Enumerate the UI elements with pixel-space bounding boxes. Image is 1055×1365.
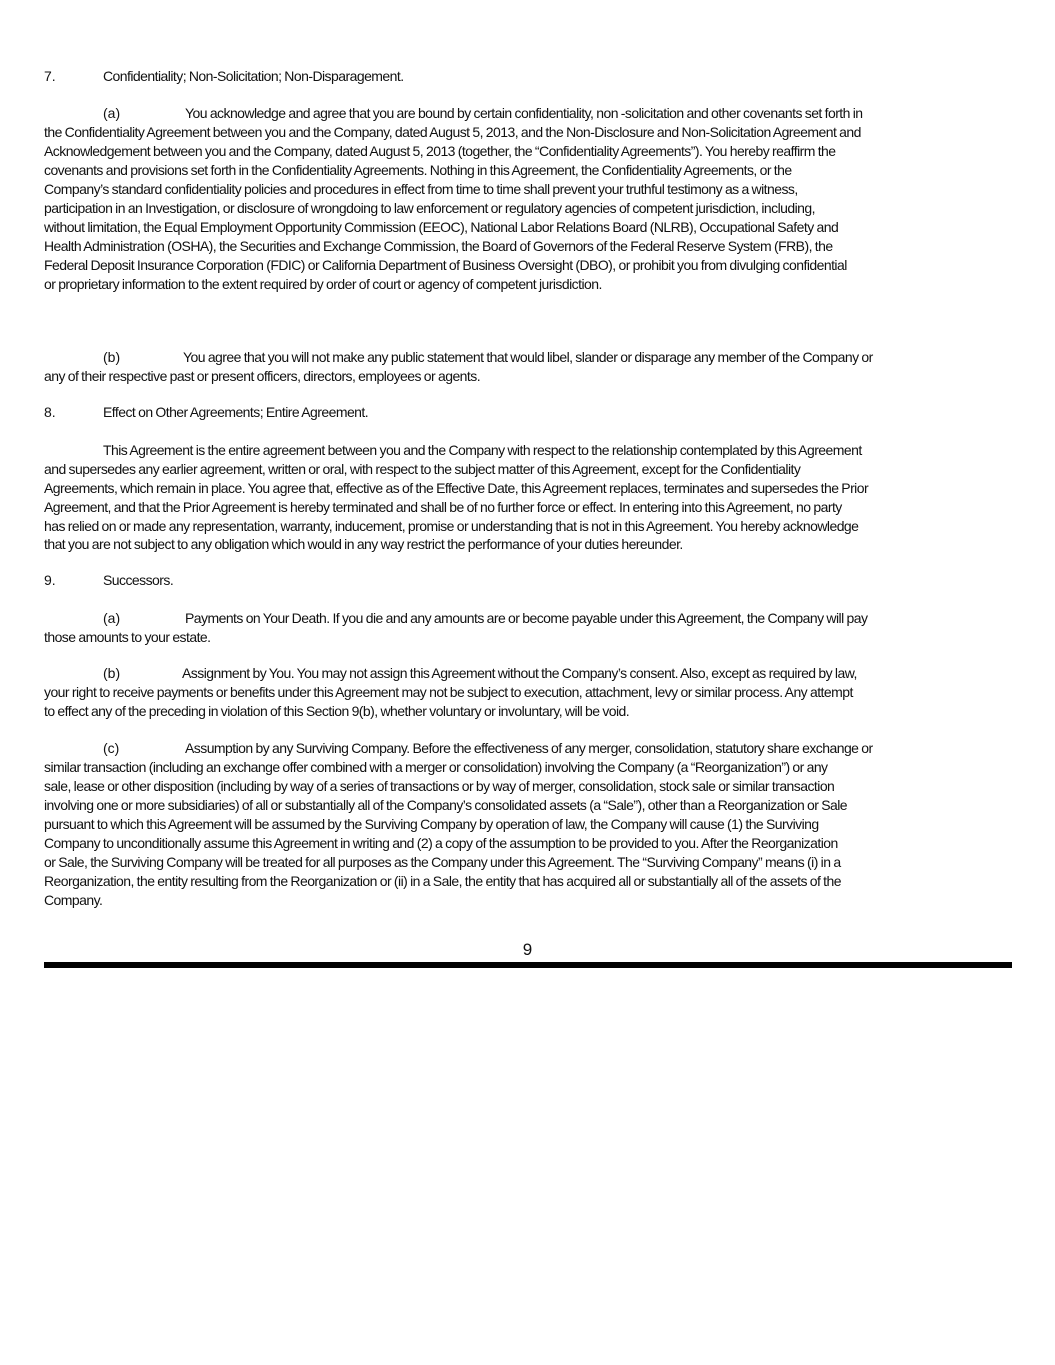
para-7b-label: (b) — [103, 349, 121, 365]
para-9b-line: to effect any of the preceding in violation of this Section 9(b), whether voluntary or involuntary, will be void. — [44, 703, 630, 719]
section-7-heading: Confidentiality; Non-Solicitation; Non-Disparagement. — [103, 68, 404, 84]
para-9c-label: (c) — [103, 740, 120, 756]
para-8-line: Agreement, and that the Prior Agreement is hereby terminated and shall be of no further force or effect. In entering into this Agreement, no party — [44, 499, 842, 515]
para-9b-line: Assignment by You. You may not assign this Agreement without the Company’s consent. Also, except as required by law, — [182, 665, 857, 681]
para-9c-line: Company. — [44, 892, 103, 908]
para-9c-line: involving one or more subsidiaries) of all or substantially all of the Company’s consolidated assets (a “Sale”), other than a Reorganization or Sale — [44, 797, 848, 813]
para-9c-line: Company to unconditionally assume this Agreement in writing and (2) a copy of the assumption to be provided to you. After the Reorganization — [44, 835, 838, 851]
para-8-line: has relied on or made any representation, warranty, inducement, promise or understanding that is not in this Agreement. You hereby acknowledge — [44, 518, 859, 534]
para-7a-line: the Confidentiality Agreement between you and the Company, dated August 5, 2013, and the Non-Disclosure and Non-Solicitation Agreement and — [44, 124, 861, 140]
para-8-line: and supersedes any earlier agreement, written or oral, with respect to the subject matter of this Agreement, except for the Confidentiality — [44, 461, 801, 477]
para-9c-line: pursuant to which this Agreement will be assumed by the Surviving Company by operation of law, the Company will cause (1) the Surviving — [44, 816, 819, 832]
section-7-number: 7. — [44, 68, 56, 84]
para-7a-line: covenants and provisions set forth in the Confidentiality Agreements. Nothing in this Agreement, the Confidentiality Agreements, or the — [44, 162, 792, 178]
para-9c-line: Reorganization, the entity resulting from the Reorganization or (ii) in a Sale, the entity that has acquired all or substantially all of the assets of the — [44, 873, 841, 889]
para-7a-line: Health Administration (OSHA), the Securities and Exchange Commission, the Board of Governors of the Federal Reserve System (FRB), the — [44, 238, 833, 254]
para-9c-line: similar transaction (including an exchange offer combined with a merger or consolidation) involving the Company (a “Reorganization”) or any — [44, 759, 828, 775]
para-9a-label: (a) — [103, 610, 121, 626]
para-9a-line: Payments on Your Death. If you die and any amounts are or become payable under this Agreement, the Company will pay — [185, 610, 868, 626]
para-8-line: that you are not subject to any obligation which would in any way restrict the performance of your duties hereunder. — [44, 536, 683, 552]
para-7a-line: You acknowledge and agree that you are bound by certain confidentiality, non -solicitation and other covenants set forth in — [185, 105, 863, 121]
section-8-number: 8. — [44, 404, 56, 420]
para-9c-line: Assumption by any Surviving Company. Before the effectiveness of any merger, consolidation, statutory share exchange or — [185, 740, 873, 756]
para-9a-line: those amounts to your estate. — [44, 629, 211, 645]
para-7a-line: Acknowledgement between you and the Company, dated August 5, 2013 (together, the “Confidentiality Agreements”). You hereby reaffirm the — [44, 143, 836, 159]
para-7a-line: Company’s standard confidentiality policies and procedures in effect from time to time shall prevent your truthful testimony as a witness, — [44, 181, 798, 197]
para-8-line: This Agreement is the entire agreement between you and the Company with respect to the relationship contemplated by this Agreement — [103, 442, 862, 458]
page-number: 9 — [522, 940, 533, 959]
para-7a-line: or proprietary information to the extent required by order of court or agency of competent jurisdiction. — [44, 276, 602, 292]
para-7a-line: participation in an Investigation, or disclosure of wrongdoing to law enforcement or regulatory agencies of competent jurisdiction, including, — [44, 200, 815, 216]
para-8-line: Agreements, which remain in place. You agree that, effective as of the Effective Date, this Agreement replaces, terminates and supersedes the Prior — [44, 480, 869, 496]
section-8-heading: Effect on Other Agreements; Entire Agreement. — [103, 404, 369, 420]
footer-rule — [44, 962, 1012, 968]
para-7a-label: (a) — [103, 105, 121, 121]
para-9c-line: sale, lease or other disposition (including by way of a series of transactions or by way of merger, consolidation, stock sale or similar transaction — [44, 778, 835, 794]
para-7a-line: without limitation, the Equal Employment Opportunity Commission (EEOC), National Labor Relations Board (NLRB), Occupational Safety and — [44, 219, 839, 235]
para-7b-line: You agree that you will not make any public statement that would libel, slander or disparage any member of the Company or — [183, 349, 873, 365]
para-7b-line: any of their respective past or present officers, directors, employees or agents. — [44, 368, 481, 384]
para-7a-line: Federal Deposit Insurance Corporation (FDIC) or California Department of Business Oversight (DBO), or prohibit you from divulging confidential — [44, 257, 847, 273]
section-9-heading: Successors. — [103, 572, 174, 588]
para-9c-line: or Sale, the Surviving Company will be treated for all purposes as the Company under this Agreement. The “Surviving Company” means (i) in a — [44, 854, 841, 870]
section-9-number: 9. — [44, 572, 56, 588]
para-9b-label: (b) — [103, 665, 121, 681]
para-9b-line: your right to receive payments or benefits under this Agreement may not be subject to execution, attachment, levy or similar process. Any attempt — [44, 684, 853, 700]
